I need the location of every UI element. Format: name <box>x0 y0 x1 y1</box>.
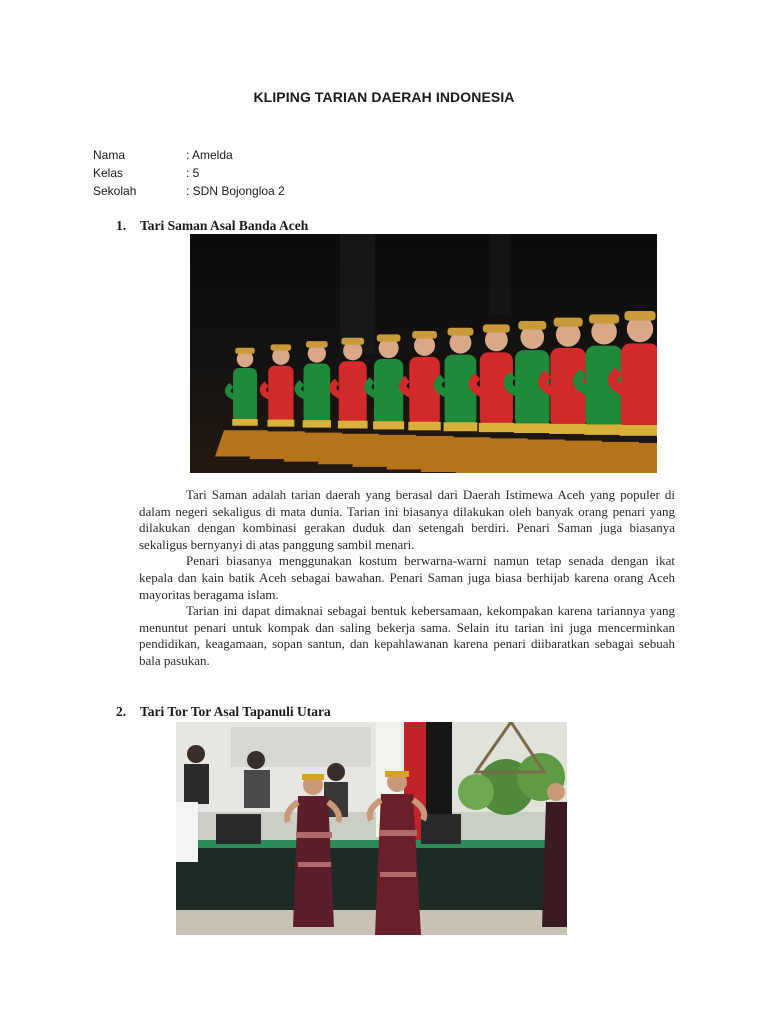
saman-dance-photo <box>190 234 657 473</box>
info-label: Nama <box>93 148 126 162</box>
saman-description <box>139 487 675 670</box>
paragraph: Tari Saman adalah tarian daerah yang berasal dari Daerah Istimewa Aceh yang populer di dalam negeri sekaligus di mata dunia. Tarian ini biasanya dilakukan oleh banyak orang penari yang dilakukan dengan kombinasi gerakan duduk dan setengah berdiri. Penari Saman juga biasanya sekaligus bernyanyi di atas panggung sambil menari. <box>139 487 675 552</box>
info-row-kelas <box>93 164 285 182</box>
paragraph: Penari biasanya menggunakan kostum berwarna-warni namun tetap senada dengan ikat kepala dan kain batik Aceh sebagai bawahan. Penari Saman juga biasa berhijab karena orang Aceh mayoritas beragama islam. <box>139 553 675 602</box>
info-row-sekolah <box>93 182 285 200</box>
section-number: 1. <box>116 218 127 233</box>
document-title: KLIPING TARIAN DAERAH INDONESIA <box>253 89 515 105</box>
tortor-dance-photo <box>176 722 567 935</box>
section-title: Tari Tor Tor Asal Tapanuli Utara <box>140 704 331 719</box>
info-label: Kelas <box>93 166 124 180</box>
section-heading-saman <box>116 218 308 234</box>
info-label: Sekolah <box>93 184 137 198</box>
info-value: : SDN Bojongloa 2 <box>186 184 285 198</box>
info-row-nama <box>93 146 285 164</box>
info-value: : Amelda <box>186 148 233 162</box>
section-title: Tari Saman Asal Banda Aceh <box>140 218 309 233</box>
section-heading-tortor <box>116 704 331 720</box>
section-number: 2. <box>116 704 127 719</box>
info-value: : 5 <box>186 166 200 180</box>
student-info <box>93 146 285 200</box>
paragraph: Tarian ini dapat dimaknai sebagai bentuk kebersamaan, kekompakan karena tariannya yang menuntut penari untuk kompak dan saling bekerja sama. Selain itu tarian ini juga mencerminkan pendidikan, keagamaan, sopan santun, dan kepahlawanan karena penari diibaratkan sebagai sebuah bala pasukan. <box>139 603 675 668</box>
